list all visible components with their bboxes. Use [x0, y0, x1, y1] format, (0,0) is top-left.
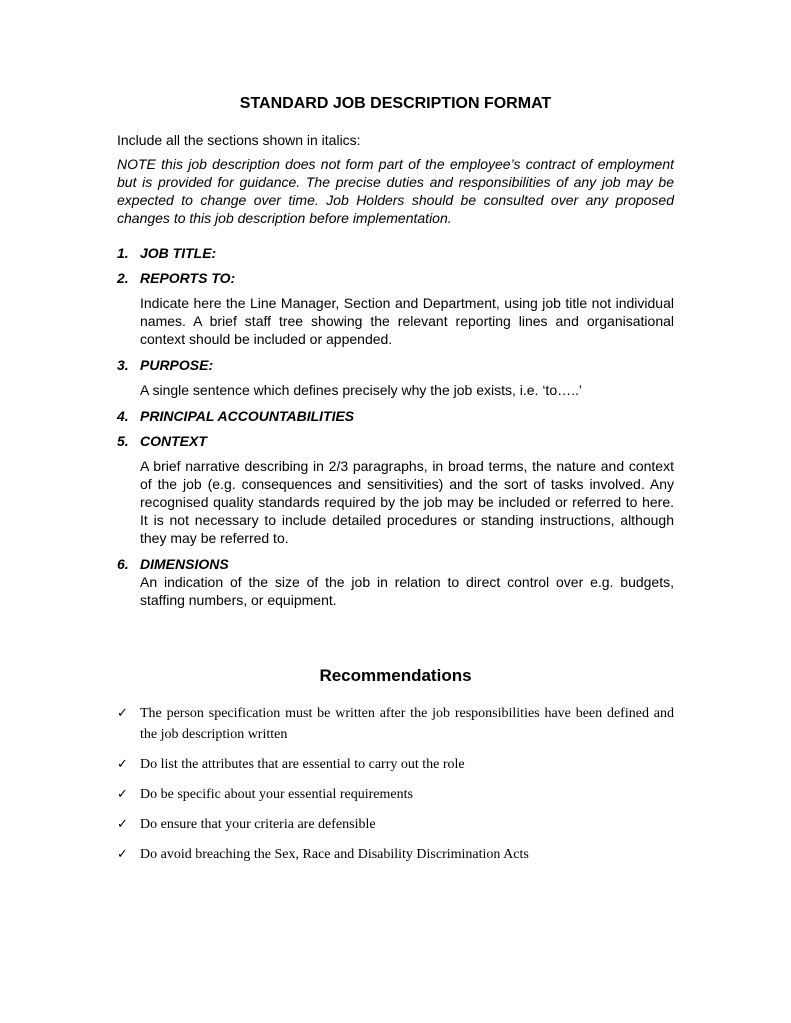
recommendation-text: Do ensure that your criteria are defensible [140, 817, 376, 832]
section-number: 3. [117, 357, 129, 373]
list-item [117, 703, 674, 745]
list-item [117, 784, 674, 805]
recommendations-list [117, 703, 674, 865]
section-heading: PRINCIPAL ACCOUNTABILITIES [140, 408, 355, 424]
check-icon: ✓ [117, 757, 128, 772]
check-icon: ✓ [117, 847, 128, 862]
recommendation-text: Do avoid breaching the Sex, Race and Disability Discrimination Acts [140, 847, 529, 862]
section-body: A brief narrative describing in 2/3 paragraphs, in broad terms, the nature and context of the job (e.g. consequences and sensitivities) and the sort of tasks involved. Any recognised quality standards required by the job may be included or referred to here. It is not necessary to include detailed procedures or standing instructions, although they may be referred to. [140, 458, 674, 546]
check-icon: ✓ [117, 817, 128, 832]
sections-list [117, 244, 674, 609]
list-item [117, 814, 674, 835]
intro-text: Include all the sections shown in italics: [117, 132, 361, 148]
list-item [117, 844, 674, 865]
section-body: An indication of the size of the job in relation to direct control over e.g. budgets, staffing numbers, or equipment. [140, 574, 674, 608]
section-dimensions [117, 555, 674, 609]
list-item [117, 754, 674, 775]
section-number: 2. [117, 270, 129, 286]
section-principal-accountabilities [117, 407, 674, 425]
section-heading: DIMENSIONS [140, 556, 229, 572]
section-purpose [117, 356, 674, 399]
check-icon: ✓ [117, 706, 128, 721]
section-heading: REPORTS TO: [140, 270, 236, 286]
section-number: 1. [117, 245, 129, 261]
check-icon: ✓ [117, 787, 128, 802]
recommendations-title: Recommendations [319, 666, 472, 685]
section-heading: CONTEXT [140, 433, 207, 449]
section-job-title [117, 244, 674, 262]
section-number: 4. [117, 408, 129, 424]
document-title: STANDARD JOB DESCRIPTION FORMAT [239, 95, 552, 112]
document-page [117, 94, 674, 874]
section-body: Indicate here the Line Manager, Section and Department, using job title not individual names. A brief staff tree showing the relevant reporting lines and organisational context should be included or appended. [140, 295, 674, 347]
section-number: 6. [117, 556, 129, 572]
section-reports-to [117, 269, 674, 348]
section-heading: PURPOSE: [140, 357, 214, 373]
note-paragraph: NOTE this job description does not form part of the employee’s contract of employment but is provided for guidance. The precise duties and responsibilities of any job may be expected to change over time. Job Holders should be consulted over any proposed changes to this job description before implementation. [117, 156, 674, 226]
recommendation-text: Do list the attributes that are essential to carry out the role [140, 757, 465, 772]
section-context [117, 432, 674, 547]
recommendation-text: The person specification must be written after the job responsibilities have been defined and the job description written [140, 706, 674, 742]
section-body: A single sentence which defines precisely why the job exists, i.e. ‘to…..’ [140, 382, 582, 398]
section-number: 5. [117, 433, 129, 449]
section-heading: JOB TITLE: [140, 245, 217, 261]
recommendation-text: Do be specific about your essential requirements [140, 787, 413, 802]
